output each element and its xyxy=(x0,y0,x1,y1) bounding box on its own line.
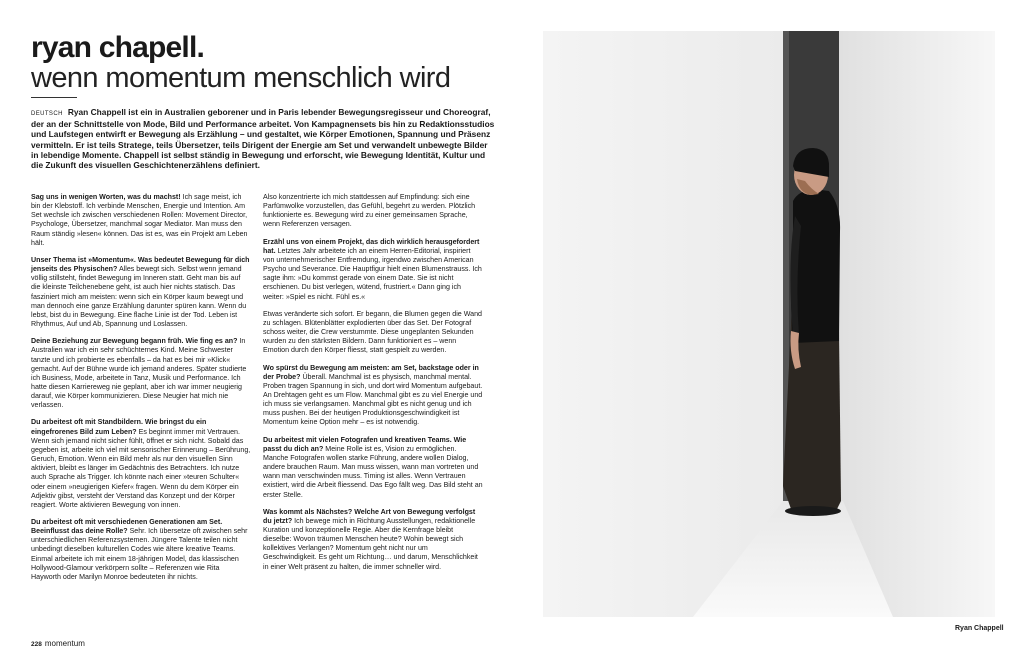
qa-block xyxy=(263,193,483,230)
question: Du arbeitest oft mit Standbildern. Wie bringst du ein eingefrorenes Bild zum Leben? xyxy=(31,418,207,436)
answer: Es beginnt immer mit Vertrauen. Wenn sich jemand nicht sicher fühlt, öffnet er sich nicht. Sobald das gegeben ist, arbeite ich viel mit sensorischer Erinnerung – Berührung, Geruch, Emotion. Wenn ein Bild mehr als nur den visuellen Sinn aktiviert, bleibt es länger im Gedächtnis des Betrachters. Ich nutze auch Sprache als Trigger. Ich könnte nach einer »teuren Schulter« oder einem »neugierigen Kiefer« fragen. Wenn du dem Körper ein Adjektiv gibst, versteht der Verstand das Konzept und der Körper reagiert. Worte aktivieren Bewegung von innen. xyxy=(31,427,251,509)
qa-block xyxy=(263,310,483,356)
qa-block xyxy=(31,518,251,582)
qa-block xyxy=(31,193,251,248)
answer: Überall. Manchmal ist es physisch, manchmal mental. Proben tragen Spannung in sich, und dort wird Momentum aufgebaut. An Drehtagen geht es um Flow. Manchmal gibt es zu viel Energie und ich muss sie verlangsamen. Manchmal gibt es nicht genug und ich muss pushen. Bei der heutigen Produktionsgeschwindigkeit ist Momentum keine Option mehr – es ist notwendig. xyxy=(263,372,483,427)
title-rule xyxy=(31,97,77,98)
question: Unser Thema ist »Momentum«. Was bedeutet Bewegung für dich jenseits des Physischen? xyxy=(31,255,250,274)
question: Sag uns in wenigen Worten, was du machst! xyxy=(31,193,181,201)
qa-block xyxy=(263,508,483,572)
qa-block xyxy=(31,256,251,329)
question: Erzähl uns von einem Projekt, das dich wirklich herausgefordert hat. xyxy=(263,237,480,255)
question: Was kommt als Nächstes? Welche Art von Bewegung verfolgst du jetzt? xyxy=(263,507,476,525)
question: Du arbeitest oft mit verschiedenen Generationen am Set. Beeinflusst das deine Rolle? xyxy=(31,518,223,536)
question: Deine Beziehung zur Bewegung begann früh. Wie fing es an? xyxy=(31,337,238,346)
language-label: DEUTSCH xyxy=(31,111,63,117)
page-folio xyxy=(31,639,85,648)
page-number: 228 xyxy=(31,641,42,648)
qa-block xyxy=(31,418,251,510)
magazine-name: momentum xyxy=(44,639,85,648)
photo-credit: Ryan Chappell xyxy=(955,625,1004,632)
answer: Etwas veränderte sich sofort. Er begann, die Blumen gegen die Wand zu schlagen. Blütenblätter explodierten über das Set. Der Fotograf schoss weiter, die Crew verstummte. Diese ungeplanten Sekunden wurden zu den stärksten Bildern. Dann funktioniert es – wenn Emotion durch den Körper fliesst, statt gespielt zu werden. xyxy=(263,309,482,355)
article-column-left xyxy=(31,193,251,590)
page-title: ryan chapell. xyxy=(31,31,205,64)
answer: Meine Rolle ist es, Vision zu ermöglichen. Manche Fotografen wollen starke Führung, andere wollen Dialog, andere brauchen Raum. Man muss wissen, wann man vortreten und wann man verschwinden muss. Timing ist alles. Wenn Vertrauen existiert, wird die Arbeit fliessend. Das Ego fällt weg. Das Bild steht an erster Stelle. xyxy=(263,444,483,499)
portrait-illustration xyxy=(543,31,995,617)
answer: Ich sage meist, ich bin der Klebstoff. Ich verbinde Menschen, Energie und Intention. Am Set wechsle ich zwischen verschiedenen Rollen: Movement Director, Psychologe, Übersetzer, manchmal sogar Mediator. Man muss den Raum ständig »lesen« können. Das ist es, was ein Projekt am Leben hält. xyxy=(31,193,248,247)
qa-block xyxy=(31,337,251,410)
question: Wo spürst du Bewegung am meisten: am Set, backstage oder in der Probe? xyxy=(263,363,479,381)
portrait-photo xyxy=(543,31,995,617)
qa-block xyxy=(263,436,483,500)
page-subtitle: wenn momentum menschlich wird xyxy=(31,62,451,94)
answer: Ich bewege mich in Richtung Ausstellungen, redaktionelle Kuration und konzeptionelle Regie. Aber die Kernfrage bleibt dieselbe: Wovon träumen Menschen heute? Wohin bewegt sich kollektives Verlangen? Momentum geht nicht nur um Geschwindigkeit. Es geht um Richtung… und darum, Menschlichkeit in einer Welt präsent zu halten, die immer schneller wird. xyxy=(263,516,478,571)
answer: Letztes Jahr arbeitete ich an einem Herren-Editorial, inspiriert von unternehmerischer Entfremdung, irgendwo zwischen American Psycho und Severance. Die Hauptfigur hielt einen Blumenstrauss. Ich sagte ihm: »Du kommst gerade von einem Date. Sie ist nicht erschienen. Du bist verlegen, wütend, frustriert.« Dann ging ich weiter: »Spiel es nicht. Fühl es.« xyxy=(263,246,482,301)
intro-paragraph xyxy=(31,107,496,170)
question: Du arbeitest mit vielen Fotografen und kreativen Teams. Wie passt du dich an? xyxy=(263,435,467,453)
answer: Alles bewegt sich. Selbst wenn jemand völlig stillsteht, findet Bewegung im Inneren statt. Geht man bis auf die kleinste Teilchenebene geht, ist auch hier nichts statisch. Das fasziniert mich am meisten: wenn sich ein Körper kaum bewegt und man dennoch eine ganze Erzählung darunter spüren kann. Wenn du lebst, bist du in Bewegung. Eine flache Linie ist der Tod. Leben ist Rhythmus, Auf und Ab, Spannung und Loslassen. xyxy=(31,265,247,329)
qa-block xyxy=(263,364,483,428)
answer: In Australien war ich ein sehr schüchternes Kind. Meine Schwester tanzte und ich probierte es ebenfalls – da hat es bei mir »Klick« gemacht. Auf der Bühne wurde ich jemand anderes. Später studierte ich Business, Mode, arbeitete in Tanz, Musik und Performance. Ich hatte diesen Karriereweg nie geplant, aber ich war immer neugierig darauf, wie Körper kommunizieren. Diese Neugier hat mich nie verlassen. xyxy=(31,337,247,410)
article-column-right xyxy=(263,193,483,580)
qa-block xyxy=(263,238,483,302)
answer: Also konzentrierte ich mich stattdessen auf Empfindung: sich eine Parfümwolke vorzustellen, das Gefühl, begehrt zu werden. Plötzlich funktionierte es. Bewegung wird zu einer gemeinsamen Sprache, wenn Referenzen versagen. xyxy=(263,193,476,229)
answer: Sehr. Ich übersetze oft zwischen sehr unterschiedlichen Referenzsystemen. Jüngere Talente teilen nicht unbedingt dieselben kulturellen Codes wie ältere kreative Teams. Einmal arbeitete ich mit einem 18-jährigen Model, das klassischen Hollywood-Glamour verkörpern sollte – Referenzen wie Rita Hayworth oder Marilyn Monroe bedeuteten ihr nichts. xyxy=(31,527,248,581)
intro-text: Ryan Chappell ist ein in Australien geborener und in Paris lebender Bewegungsregisseur und Choreograf, der an der Schnittstelle von Mode, Bild und Performance arbeitet. Von Kampagnensets bis hin zu Redaktionsstudios und Laufstegen entwirft er Bewegung als Erzählung – und gestaltet, wie Körper Emotionen, Spannung und Präsenz vermitteln. Er ist teils Stratege, teils Übersetzer, teils Dirigent der Energie am Set und verwandelt unbewegte Bilder in lebendige Momente. Chappell ist selbst ständig in Bewegung und erforscht, wie Bewegung Identität, Kultur und die Zukunft des visuellen Geschichtenerzählens definiert. xyxy=(31,107,495,171)
